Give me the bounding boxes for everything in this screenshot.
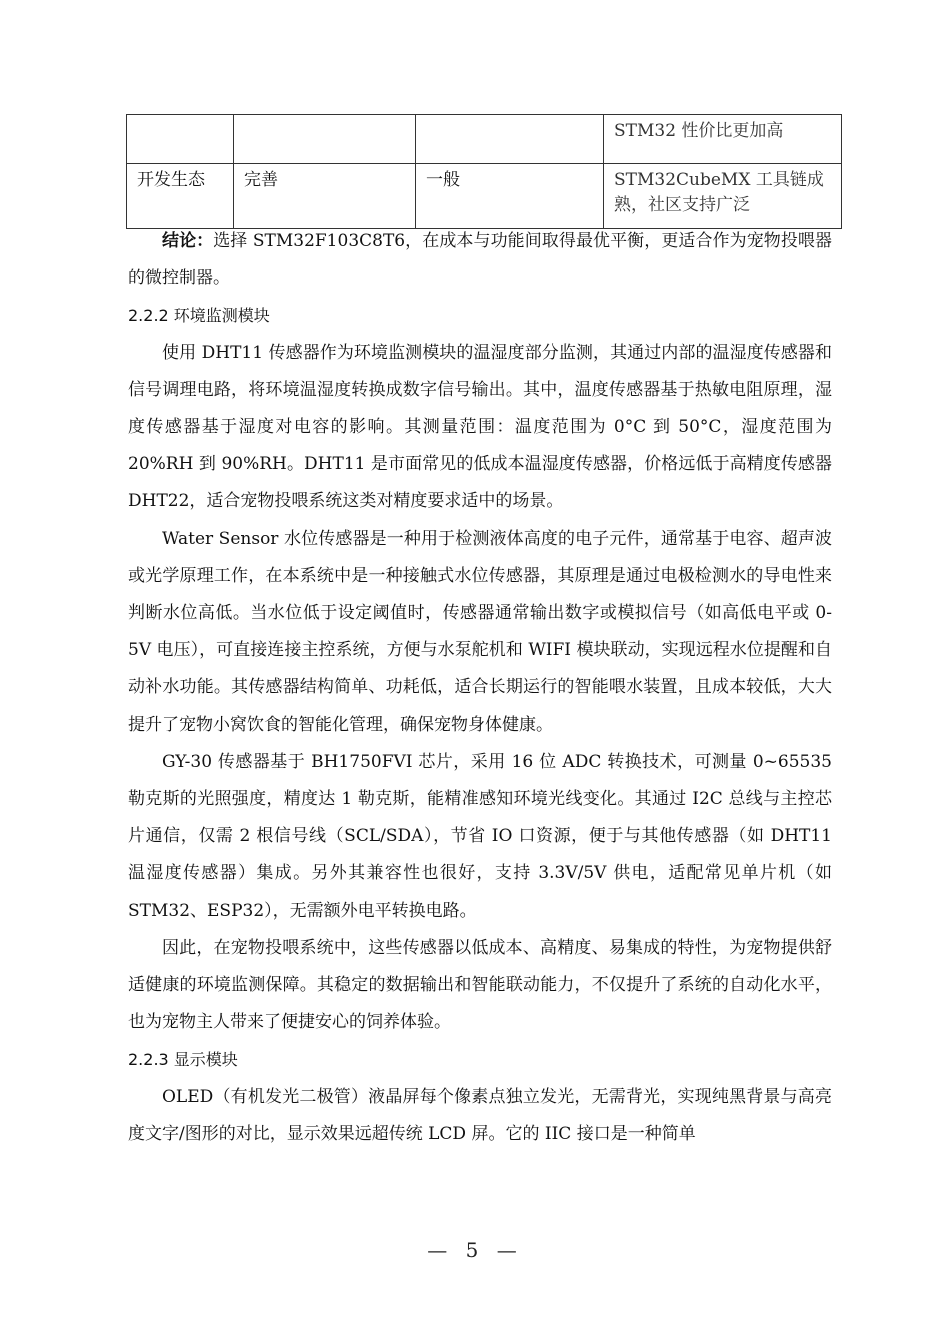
comparison-table xyxy=(126,114,842,229)
conclusion-text: 选择 STM32F103C8T6，在成本与功能间取得最优平衡，更适合作为宠物投喂器的微控制器。 xyxy=(128,231,832,289)
table-cell: STM32CubeMX 工具链成熟，社区支持广泛 xyxy=(604,164,842,229)
table-cell: STM32 性价比更加高 xyxy=(604,115,842,164)
section-heading-2-2-2: 2.2.2 环境监测模块 xyxy=(128,306,270,326)
paragraph: 因此，在宠物投喂系统中，这些传感器以低成本、高精度、易集成的特性，为宠物提供舒适健康的环境监测保障。其稳定的数据输出和智能联动能力，不仅提升了系统的自动化水平，也为宠物主人带来了便捷安心的饲养体验。 xyxy=(128,937,832,1033)
table-cell xyxy=(127,115,234,164)
conclusion-paragraph xyxy=(128,223,832,297)
paragraph: 使用 DHT11 传感器作为环境监测模块的温湿度部分监测，其通过内部的温湿度传感器和信号调理电路，将环境温湿度转换成数字信号输出。其中，温度传感器基于热敏电阻原理，湿度传感器基于湿度对电容的影响。其测量范围：温度范围为 0°C 到 50°C，湿度范围为 20%RH 到 90%RH。DHT11 是市面常见的低成本温湿度传感器，价格远低于高精度传感器 DHT22，适合宠物投喂系统这类对精度要求适中的场景。 xyxy=(128,342,832,512)
paragraph: OLED（有机发光二极管）液晶屏每个像素点独立发光，无需背光，实现纯黑背景与高亮度文字/图形的对比，显示效果远超传统 LCD 屏。它的 IIC 接口是一种简单 xyxy=(128,1086,832,1144)
table-cell: 完善 xyxy=(234,164,416,229)
body-text xyxy=(128,223,832,1153)
page-number: — 5 — xyxy=(427,1238,523,1262)
section-heading-2-2-3: 2.2.3 显示模块 xyxy=(128,1050,238,1070)
table-cell xyxy=(416,115,604,164)
table-cell: 一般 xyxy=(416,164,604,229)
table-cell: 开发生态 xyxy=(127,164,234,229)
table-row xyxy=(127,115,842,164)
table-row xyxy=(127,164,842,229)
paragraph: GY-30 传感器基于 BH1750FVI 芯片，采用 16 位 ADC 转换技术，可测量 0~65535 勒克斯的光照强度，精度达 1 勒克斯，能精准感知环境光线变化。其通过 I2C 总线与主控芯片通信，仅需 2 根信号线（SCL/SDA），节省 IO 口资源，便于与其他传感器（如 DHT11 温湿度传感器）集成。另外其兼容性也很好，支持 3.3V/5V 供电，适配常见单片机（如 STM32、ESP32），无需额外电平转换电路。 xyxy=(128,751,832,921)
paragraph: Water Sensor 水位传感器是一种用于检测液体高度的电子元件，通常基于电容、超声波或光学原理工作，在本系统中是一种接触式水位传感器，其原理是通过电极检测水的导电性来判断水位高低。当水位低于设定阈值时，传感器通常输出数字或模拟信号（如高低电平或 0-5V 电压），可直接连接主控系统，方便与水泵舵机和 WIFI 模块联动，实现远程水位提醒和自动补水功能。其传感器结构简单、功耗低，适合长期运行的智能喂水装置，且成本较低，大大提升了宠物小窝饮食的智能化管理，确保宠物身体健康。 xyxy=(128,528,832,735)
conclusion-label: 结论： xyxy=(162,231,214,251)
table-cell xyxy=(234,115,416,164)
